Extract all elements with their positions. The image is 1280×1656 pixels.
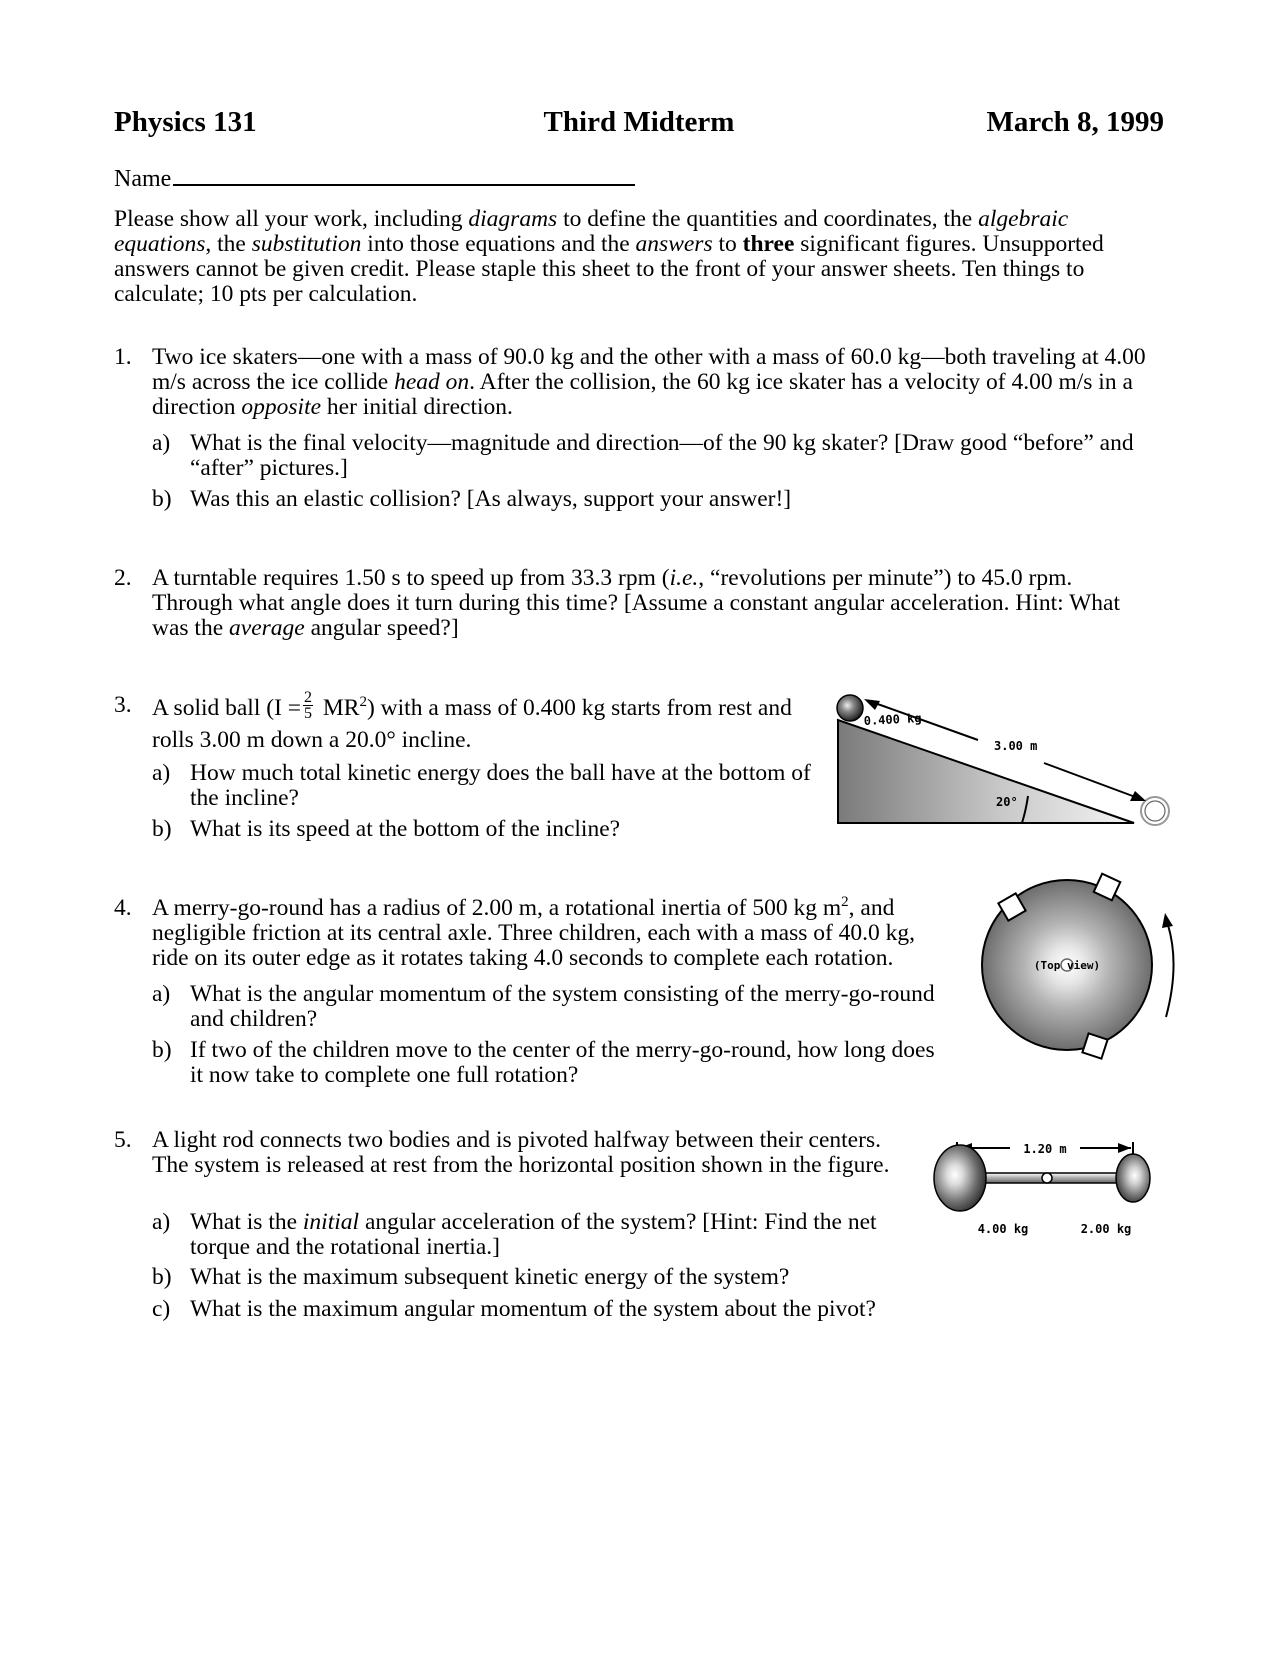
subquestion-text: If two of the children move to the center of the merry-go-round, how long does it now take to complete one full rotation? — [190, 1037, 935, 1088]
subquestion-label: c) — [152, 1296, 171, 1322]
question-number: 3. — [114, 692, 132, 718]
question-text-part: her initial direction. — [321, 394, 513, 420]
subquestion-text — [190, 1210, 912, 1260]
superscript: 2 — [841, 894, 849, 911]
course-title: Physics 131 — [114, 106, 257, 138]
instructions — [114, 207, 1166, 307]
instructions-text: , the — [205, 231, 252, 257]
subquestion-label: b) — [152, 816, 172, 842]
question-emphasis: average — [229, 615, 305, 641]
question-text: A light rod connects two bodies and is pivoted halfway between their centers. The system is released at rest from the horizontal position shown in the figure. — [152, 1127, 890, 1178]
instructions-emphasis: substitution — [251, 231, 362, 257]
subquestion-label: a) — [152, 760, 171, 786]
question-emphasis: i.e. — [669, 565, 699, 591]
subquestion-text: What is its speed at the bottom of the incline? — [190, 816, 621, 842]
question-number: 5. — [114, 1127, 132, 1153]
question-text-part: A merry-go-round has a radius of 2.00 m, a rotational inertia of 500 kg m — [152, 895, 842, 921]
subquestion-text-part: What is the — [190, 1209, 303, 1235]
mass-4kg-body — [934, 1145, 986, 1211]
instructions-text: to define the quantities and coordinates, the — [557, 206, 979, 232]
subquestion-emphasis: initial — [302, 1209, 360, 1235]
ball-top-icon — [837, 695, 863, 721]
left-mass-label: 4.00 kg — [977, 1222, 1029, 1236]
superscript: 2 — [359, 694, 367, 711]
question-number: 4. — [114, 895, 132, 921]
question-text-part: , and negligible friction at its central axle. Three children, each with a mass of 40.0 kg, ride on its outer edge as it rotates taking 4.0 seconds to complete each rotation. — [152, 895, 916, 971]
question-text-part: MR — [317, 695, 360, 721]
name-label: Name — [114, 166, 172, 192]
question-3 — [114, 689, 814, 843]
length-arrow-lower — [1044, 763, 1138, 798]
rod-figure — [925, 1128, 1165, 1238]
question-emphasis: opposite — [241, 394, 322, 420]
subquestion-label: a) — [152, 981, 171, 1007]
exam-header — [114, 106, 1164, 142]
top-view-label: (Top view) — [1033, 959, 1101, 972]
question-text — [152, 345, 1166, 420]
question-text — [152, 566, 1142, 641]
question-emphasis: head on — [394, 369, 470, 395]
subquestion-label: b) — [152, 1037, 172, 1063]
length-label: 3.00 m — [994, 739, 1038, 753]
subquestion-text: What is the angular momentum of the system consisting of the merry-go-round and children? — [190, 981, 935, 1032]
question-text-part: . After the collision, the 60 kg ice skater has a velocity of 4.00 m/s in a direction — [152, 369, 1133, 420]
subquestion-text: How much total kinetic energy does the ball have at the bottom of the incline? — [190, 760, 811, 811]
question-text — [152, 896, 942, 971]
question-1 — [114, 344, 1166, 512]
instructions-text: Please show all your work, including — [114, 206, 469, 232]
subquestion-label: b) — [152, 1264, 172, 1290]
instructions-emphasis: diagrams — [468, 206, 558, 232]
subquestion-text: What is the maximum angular momentum of the system about the pivot? — [190, 1296, 876, 1322]
question-2 — [114, 566, 1166, 646]
incline-figure — [830, 690, 1170, 830]
rotation-arrowhead-icon — [1162, 913, 1173, 928]
mass-2kg-body — [1116, 1154, 1150, 1202]
question-text-part: , “revolutions per minute”) to 45.0 rpm. Through what angle does it turn during this time? [Assume a constant angular acceleration. Hint: What was the — [152, 565, 1121, 641]
question-text-part: A turntable requires 1.50 s to speed up from 33.3 rpm ( — [152, 565, 670, 591]
question-4 — [114, 896, 974, 1086]
question-number: 1. — [114, 344, 132, 370]
mass-label: 0.400 kg — [863, 710, 922, 728]
subquestion-text: Was this an elastic collision? [As always, support your answer!] — [190, 486, 792, 512]
exam-title: Third Midterm — [543, 106, 735, 138]
instructions-text: into those equations and the — [361, 231, 636, 257]
fraction-two-fifths — [303, 690, 313, 721]
question-number: 2. — [114, 565, 132, 591]
fraction-numerator: 2 — [304, 689, 313, 707]
subquestion-label: a) — [152, 430, 171, 456]
merry-go-round-figure — [980, 865, 1180, 1065]
subquestion-label: a) — [152, 1209, 171, 1235]
right-mass-label: 2.00 kg — [1080, 1222, 1132, 1236]
question-text — [152, 689, 802, 756]
question-5 — [114, 1127, 914, 1322]
question-text-part: ) with a mass of 0.400 kg starts from rest and rolls 3.00 m down a 20.0° incline. — [152, 695, 792, 754]
question-text-part: Two ice skaters—one with a mass of 90.0 kg and the other with a mass of 60.0 kg—both traveling at 4.00 m/s across the ice collide — [152, 344, 1146, 395]
question-text-part: angular speed?] — [304, 615, 459, 641]
question-text-part: A solid ball (I = — [152, 695, 302, 721]
pivot-icon — [1042, 1173, 1052, 1183]
instructions-text: significant figures. Unsupported answers cannot be given credit. Please staple this sheet to the front of your answer sheets. Ten things to calculate; 10 pts per calculation. — [114, 231, 1104, 307]
name-blank-line — [173, 158, 635, 186]
subquestion-text: What is the maximum subsequent kinetic energy of the system? — [190, 1264, 790, 1290]
name-row — [114, 158, 635, 193]
fraction-denominator: 5 — [304, 705, 313, 723]
instructions-text: to — [712, 231, 743, 257]
instructions-emphasis: algebraic equations — [114, 206, 1069, 257]
subquestion-label: b) — [152, 486, 172, 512]
instructions-bold: three — [742, 231, 795, 257]
rotation-arrow — [1166, 925, 1174, 1017]
rod-length-label: 1.20 m — [1023, 1142, 1067, 1156]
dimension-arrow-right-icon — [1118, 1143, 1131, 1153]
arrowhead-up-icon — [864, 699, 880, 710]
exam-date: March 8, 1999 — [986, 106, 1164, 138]
angle-label: 20° — [996, 795, 1018, 809]
subquestion-text: What is the final velocity—magnitude and direction—of the 90 kg skater? [Draw good “before” and “after” pictures.] — [190, 430, 1134, 481]
incline-wedge — [838, 720, 1134, 823]
subquestion-text-part: angular acceleration of the system? [Hint: Find the net torque and the rotational inertia.] — [190, 1209, 877, 1260]
instructions-emphasis: answers — [635, 231, 713, 257]
